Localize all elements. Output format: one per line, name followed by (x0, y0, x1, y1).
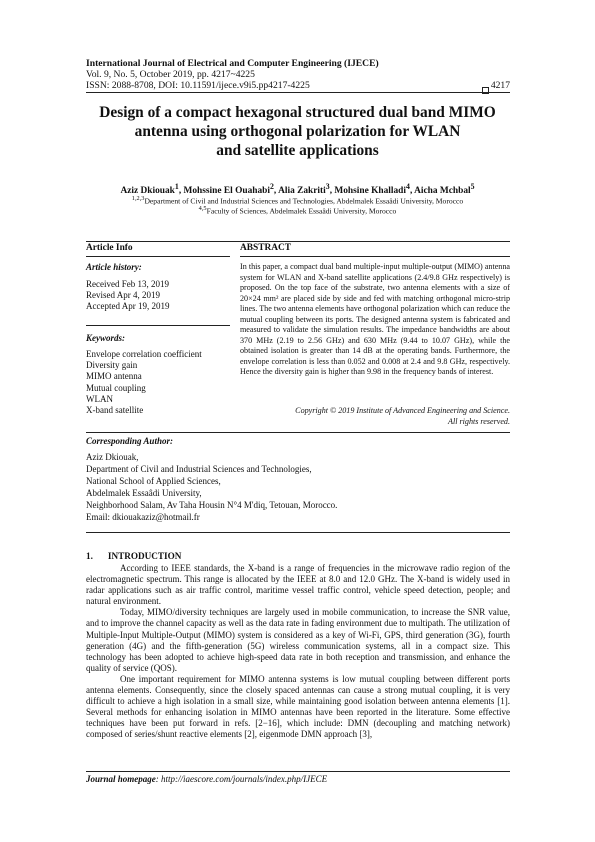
issn-doi: ISSN: 2088-8708, DOI: 10.11591/ijece.v9i5.pp4217-4225 (86, 80, 310, 91)
author: Mohssine El Ouahabi$^2$ (183, 182, 274, 197)
history-item: Received Feb 13, 2019 (86, 279, 169, 289)
page-square-icon (482, 81, 489, 99)
author: Mohsine Khalladi$^4$ (334, 182, 410, 197)
journal-homepage (86, 774, 327, 784)
info-top-rule (86, 241, 510, 242)
corresponding-line: Department of Civil and Industrial Sciences and Technologies, (86, 464, 312, 475)
keywords-rule (86, 325, 230, 326)
author-list: Aziz Dkiouak$^1$, Mohssine El Ouahabi$^2$, Alia Zakriti$^3$, Mohsine Khalladi$^4$, Aicha Mchbal$^5$ (120, 182, 475, 197)
section-heading: 1. INTRODUCTION (86, 551, 182, 561)
info-bottom-rule (86, 432, 510, 433)
keyword-list (86, 349, 202, 416)
keyword: X-band satellite (86, 405, 144, 416)
affiliation: $^{4,5}$Faculty of Sciences, Abdelmalek Essaâdi University, Morocco (198, 205, 397, 216)
history-item: Revised Apr 4, 2019 (86, 290, 160, 301)
author: Aziz Dkiouak$^1$ (120, 182, 179, 197)
keywords-heading: Keywords: (86, 333, 125, 343)
corresponding-block (86, 451, 337, 524)
author: Aicha Mchbal$^5$ (414, 182, 475, 197)
keyword: WLAN (86, 393, 113, 404)
keyword: Diversity gain (86, 360, 138, 371)
homepage-link[interactable]: : http://iaescore.com/journals/index.php/IJECE (155, 774, 328, 784)
keyword: Mutual coupling (86, 382, 146, 393)
title-line: and satellite applications (216, 142, 379, 159)
corresponding-line: National School of Applied Sciences, (86, 476, 221, 487)
affiliation: $^{1,2,3}$Department of Civil and Industrial Sciences and Technologies, Abdelmalek Essaâdi University, Morocco (131, 195, 464, 206)
journal-name: International Journal of Electrical and Computer Engineering (IJECE) (86, 58, 379, 69)
info-rule (86, 256, 230, 257)
abstract-text: In this paper, a compact dual band multiple-input multiple-output (MIMO) antenna system for WLAN and X-band satellite applications (2.4/9.8 GHz respectively) is proposed. On the top face of the substrate, two antenna elements with a size of 20×24 mm² are placed side by side and fed with matching orthogonal micro-strip lines. The two antenna elements have orthogonal polarization which can reduce the mutual coupling between its ports. The designed antenna system is fabricated and measured to validate the simulation results. The impedance bandwidths are about 370 MHz (2.19 to 2.56 GHz) and 630 MHz (9.44 to 10.07 GHz), while the obtained isolation is greater than 14 dB at the operating bands. Furthermore, the envelope correlation is less than 0.052 and 0.008 at 2.4 and 9.8 GHz, respectively. Hence the diversity gain is higher than 9.98 in the frequency bands of interest. (240, 262, 510, 377)
rights-line: All rights reserved. (448, 417, 510, 426)
copyright-line: Copyright © 2019 Institute of Advanced Engineering and Science. (295, 406, 510, 415)
keyword: MIMO antenna (86, 371, 142, 382)
abstract-rule (240, 256, 510, 257)
author: Alia Zakriti$^3$ (278, 182, 330, 197)
header-rule (86, 92, 510, 93)
page-number: 4217 (490, 80, 510, 91)
corresponding-line: Neighborhood Salam, Av Taha Housin N°4 M'diq, Tetouan, Morocco. (86, 500, 338, 511)
paragraph: Today, MIMO/diversity techniques are largely used in mobile communication, to increase the SNR value, and to improve the channel capacity as well as the data rate in fading environment due to multipath. The utilization of Multiple-Input Multiple-Output (MIMO) system is considered as a key of Wi-Fi, GPS, third generation (3G), fourth generation (4G) and the fifth-generation (5G) wireless communication systems, all in a compact size. This technology has been adopted to achieve high-speed data rate in both reception and transmission, and enhance the quality of service (QOS). (86, 607, 510, 673)
corresponding-heading: Corresponding Author: (86, 436, 173, 446)
paper-title (60, 103, 535, 160)
homepage-label: Journal homepage (86, 774, 156, 784)
keyword: Envelope correlation coefficient (86, 349, 202, 359)
footer-rule (86, 771, 510, 772)
corresponding-bottom-rule (86, 532, 510, 533)
abstract-heading: ABSTRACT (240, 243, 292, 253)
title-line: Design of a compact hexagonal structured dual band MIMO (99, 104, 496, 121)
corresponding-email: Email: dkiouakaziz@hotmail.fr (86, 512, 200, 523)
paragraph: According to IEEE standards, the X-band is a range of frequencies in the microwave radio region of the electromagnetic spectrum. This range is allocated by the IEEE at 8.0 and 12.0 GHz. The X-band is widely used in radar applications such as air traffic control, maritime vessel traffic control, vehicle speed detection, people; and natural environment. (86, 563, 510, 607)
history-item: Accepted Apr 19, 2019 (86, 301, 170, 312)
paragraph: One important requirement for MIMO antenna systems is low mutual coupling between different ports antenna elements. Consequently, since the closely spaced antennas can cause a strong mutual coupling, it is very difficult to achieve a high isolation in a small size, while maintaining good isolation between antenna elements [1]. Several methods for enhancing isolation in MIMO antennas have been reported in the literature. Some effective techniques have been put forward in refs. [2−16], which include: DMN (decoupling and matching network) composed of series/shunt reactive elements [2], eigenmode DMN approach [3], (86, 673, 510, 740)
history-list (86, 279, 169, 313)
history-heading: Article history: (86, 262, 142, 272)
introduction-body (86, 563, 510, 741)
volume-info: Vol. 9, No. 5, October 2019, pp. 4217~4225 (86, 69, 255, 80)
title-line: antenna using orthogonal polarization for WLAN (134, 123, 461, 140)
corresponding-line: Abdelmalek Essaâdi University, (86, 488, 202, 499)
article-info-heading: Article Info (86, 243, 133, 253)
corresponding-line: Aziz Dkiouak, (86, 452, 139, 462)
